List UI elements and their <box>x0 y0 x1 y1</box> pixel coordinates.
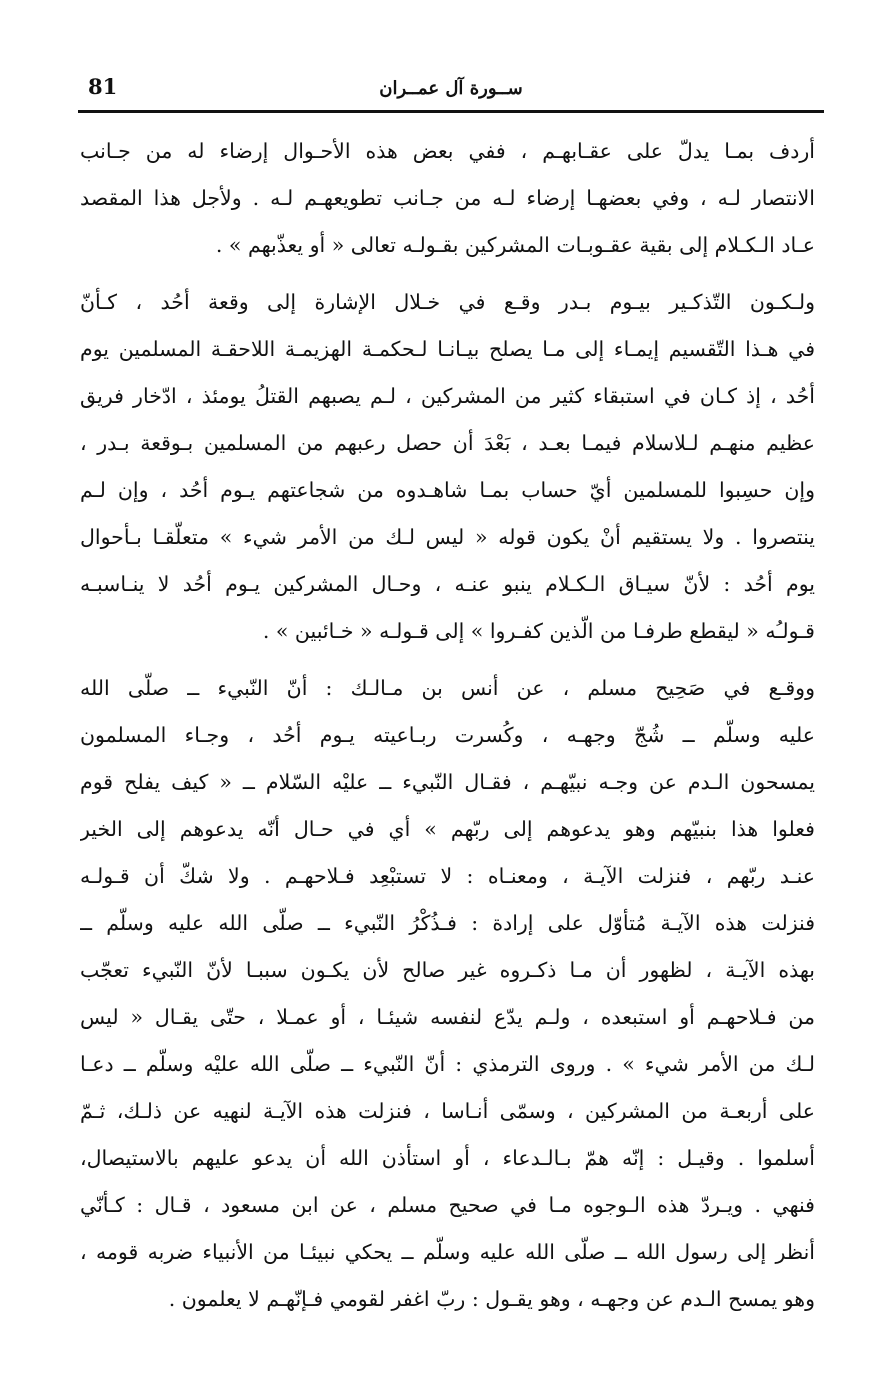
text-line: وهو يمسح الـدم عن وجهـه ، وهو يقـول : ربّ اغفر لقومي فـإنّهـم لا يعلمون . <box>168 1287 815 1311</box>
text-line: أردف بمـا يدلّ على عقـابهـم ، ففي بعض هذه الأحـوال إرضاء له من جـانب <box>80 139 815 163</box>
text-line: أنظر إلى رسول الله ــ صلّى الله عليه وسلّم ــ يحكي نبيئـا من الأنبياء ضربه قومه ، <box>80 1240 815 1264</box>
text-line: عليه وسلّم ــ شُجّ وجهـه ، وكُسرت ربـاعيته يـوم أحُد ، وجـاء المسلمون <box>80 723 815 747</box>
text-line: عـاد الـكـلام إلى بقية عقـوبـات المشركين بقـولـه تعالى « أو يعذّبهم » . <box>215 233 815 257</box>
header-rule <box>78 110 824 113</box>
running-title: ســورة آل عمــران <box>379 78 523 99</box>
text-line: على أربعـة من المشركين ، وسمّى أنـاسا ، فنزلت هذه الآيـة لنهيه عن ذلـك، ثـمّ <box>80 1099 815 1123</box>
text-line: الانتصار لـه ، وفي بعضهـا إرضاء لـه من جـانب تطويعهـم لـه . ولأجل هذا المقصد <box>80 186 815 210</box>
paragraph-2 <box>80 279 815 655</box>
text-line: يوم أحُد : لأنّ سيـاق الـكـلام ينبو عنـه ، وحـال المشركين يـوم أحُد لا ينـاسبـه <box>80 572 815 596</box>
body-text <box>80 128 815 1323</box>
text-line: عظيم منهـم لـلاسلام فيمـا بعـد ، بَعْدَ أن حصل رعبهم من المسلمين بـوقعة بـدر ، <box>80 431 815 455</box>
text-line: عنـد ربّهم ، فنزلت الآيـة ، ومعنـاه : لا تستبْعِد فـلاحهـم . ولا شكّ أن قـولـه <box>80 864 815 888</box>
text-line: من فـلاحهـم أو استبعده ، ولـم يدّع لنفسه شيئـا ، أو عمـلا ، حتّى يقـال « ليس <box>80 1005 815 1029</box>
text-line: فنزلت هذه الآيـة مُتأوّل على إرادة : فـذُكْرُ النّبيء ــ صلّى الله عليه وسلّم ــ <box>80 911 815 935</box>
text-line: أسلموا . وقيـل : إنّه همّ بـالـدعاء ، أو استأذن الله أن يدعو عليهم بالاستيصال، <box>80 1146 815 1170</box>
text-line: لـك من الأمر شيء » . وروى الترمذي : أنّ النّبيء ــ صلّى الله عليْه وسلّم ــ دعـا <box>80 1052 815 1076</box>
page-number: 81 <box>88 74 118 99</box>
text-line: ولـكـون التّذكـير بيـوم بـدر وقـع في خـلال الإشارة إلى وقعة أحُد ، كـأنّ <box>80 290 815 314</box>
text-line: ينتصروا . ولا يستقيم أنْ يكون قوله « ليس لـك من الأمر شيء » متعلّقـا بـأحوال <box>80 525 815 549</box>
text-line: بهذه الآيـة ، لظهور أن مـا ذكـروه غير صالح لأن يكـون سببـا لأنّ النّبيء تعجّب <box>80 958 815 982</box>
text-line: في هـذا التّقسيم إيمـاء إلى مـا يصلح بيـانـا لـحكمـة الهزيمـة اللاحقـة المسلمين يوم <box>80 337 815 361</box>
text-line: وإن حسِبوا للمسلمين أيّ حساب بمـا شاهـدوه من شجاعتهم يـوم أحُد ، وإن لـم <box>80 478 815 502</box>
page-header <box>78 72 824 112</box>
paragraph-3 <box>80 665 815 1323</box>
text-line: فنهي . ويـردّ هذه الـوجوه مـا في صحيح مسلم ، عن ابن مسعود ، قـال : كـأنّي <box>80 1193 815 1217</box>
text-line: أحُد ، إذ كـان في استبقاء كثير من المشركين ، لـم يصبهم القتلُ يومئذ ، ادّخار فريق <box>80 384 815 408</box>
paragraph-1 <box>80 128 815 269</box>
text-line: فعلوا هذا بنبيّهم وهو يدعوهم إلى ربّهم » أي في حـال أنّه يدعوهم إلى الخير <box>80 817 815 841</box>
text-line: يمسحون الـدم عن وجـه نبيّهـم ، فقـال النّبيء ــ عليْه السّلام ــ « كيف يفلح قوم <box>80 770 815 794</box>
text-line: قـولـُه « ليقطع طرفـا من الّذين كفـروا » إلى قـولـه « خـائبين » . <box>262 619 815 643</box>
text-line: ووقـع في صَحِيح مسلم ، عن أنس بن مـالـك : أنّ النّبيء ــ صلّى الله <box>80 676 815 700</box>
